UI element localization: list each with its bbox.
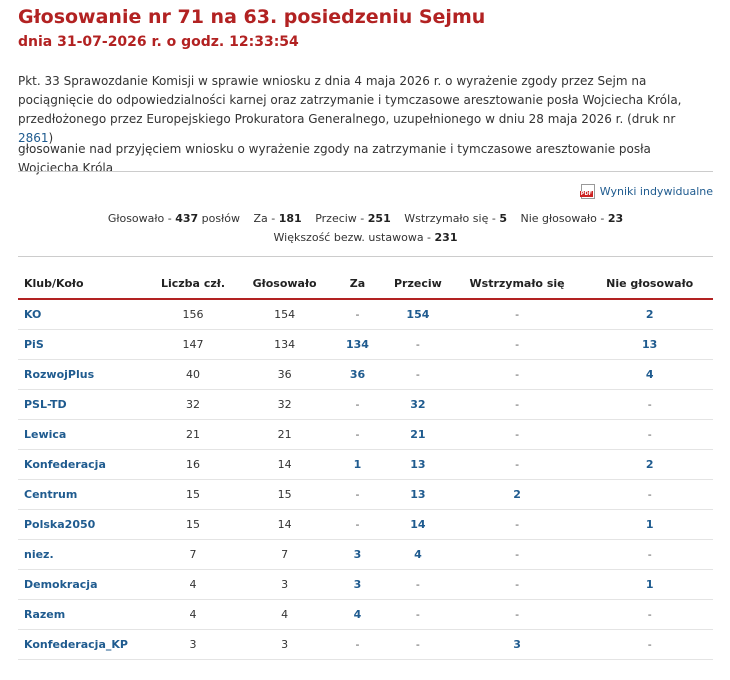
vote-count-link[interactable]: 4 <box>645 368 654 381</box>
empty-value: - <box>515 398 520 411</box>
vote-count-link[interactable]: 3 <box>513 638 521 651</box>
cell-members: 7 <box>144 540 243 570</box>
club-link[interactable]: PiS <box>24 338 44 351</box>
empty-value: - <box>515 338 520 351</box>
cell-club <box>18 480 144 510</box>
cell-against <box>388 480 448 510</box>
vote-count-link[interactable]: 13 <box>410 458 426 471</box>
cell-for <box>327 540 388 570</box>
table-row <box>18 600 713 630</box>
cell-not-voted <box>586 420 713 450</box>
cell-abstain <box>448 360 587 390</box>
empty-value: - <box>515 368 520 381</box>
table-row <box>18 540 713 570</box>
club-link[interactable]: PSL-TD <box>24 398 67 411</box>
cell-members: 15 <box>144 510 243 540</box>
cell-for <box>327 330 388 360</box>
club-link[interactable]: Demokracja <box>24 578 98 591</box>
cell-not-voted <box>586 299 713 330</box>
cell-abstain <box>448 450 587 480</box>
table-row <box>18 299 713 330</box>
summary-line-2 <box>18 228 713 247</box>
vote-count-link[interactable]: 4 <box>353 608 362 621</box>
club-link[interactable]: Razem <box>24 608 66 621</box>
club-link[interactable]: Polska2050 <box>24 518 96 531</box>
cell-voted: 14 <box>242 510 327 540</box>
cell-abstain <box>448 299 587 330</box>
cell-not-voted <box>586 510 713 540</box>
vote-count-link[interactable]: 2 <box>645 458 654 471</box>
cell-against <box>388 570 448 600</box>
cell-for <box>327 390 388 420</box>
vote-count-link[interactable]: 134 <box>345 338 369 351</box>
table-row <box>18 360 713 390</box>
empty-value: - <box>515 458 520 471</box>
empty-value: - <box>647 608 652 621</box>
cell-members: 156 <box>144 299 243 330</box>
empty-value: - <box>515 308 520 321</box>
empty-value: - <box>647 398 652 411</box>
cell-against <box>388 600 448 630</box>
cell-voted: 15 <box>242 480 327 510</box>
cell-club <box>18 360 144 390</box>
cell-club <box>18 390 144 420</box>
agenda-text: Pkt. 33 Sprawozdanie Komisji w sprawie wniosku z dnia 4 maja 2026 r. o wyrażenie zgody przez Sejm na pociągnięcie do odpowiedzialności karnej oraz zatrzymanie i tymczasowe aresztowanie posła Wojciecha Króla, przedłożonego przez Europejskiego Prokuratora Generalnego, uzupełnionego w dniu 28 maja 2026 r. (druk nr <box>18 74 682 126</box>
cell-abstain <box>448 600 587 630</box>
cell-abstain <box>448 630 587 660</box>
summary-line-1 <box>18 209 713 228</box>
table-row <box>18 390 713 420</box>
vote-count-link[interactable]: 32 <box>410 398 426 411</box>
vote-summary <box>18 209 713 247</box>
cell-for <box>327 570 388 600</box>
cell-not-voted <box>586 450 713 480</box>
table-row <box>18 480 713 510</box>
agenda-description <box>18 72 713 148</box>
cell-against <box>388 540 448 570</box>
against-value: 251 <box>367 212 391 225</box>
cell-club <box>18 450 144 480</box>
cell-club <box>18 510 144 540</box>
cell-for <box>327 420 388 450</box>
cell-abstain <box>448 510 587 540</box>
vote-subject: głosowanie nad przyjęciem wniosku o wyrażenie zgody na zatrzymanie i tymczasowe aresztowanie posła Wojciecha Króla <box>18 142 651 175</box>
cell-club <box>18 330 144 360</box>
cell-members: 40 <box>144 360 243 390</box>
cell-club <box>18 570 144 600</box>
cell-for <box>327 600 388 630</box>
empty-value: - <box>415 578 420 591</box>
empty-value: - <box>355 518 360 531</box>
vote-count-link[interactable]: 21 <box>410 428 426 441</box>
vote-count-link[interactable]: 1 <box>353 458 362 471</box>
not-voted-label: Nie głosowało - <box>520 212 608 225</box>
empty-value: - <box>415 638 420 651</box>
header-club: Klub/Koło <box>18 269 144 299</box>
cell-voted: 4 <box>242 600 327 630</box>
cell-club <box>18 630 144 660</box>
cell-against <box>388 510 448 540</box>
club-link[interactable]: KO <box>24 308 42 321</box>
header-not-voted: Nie głosowało <box>586 269 713 299</box>
cell-club <box>18 540 144 570</box>
cell-not-voted <box>586 330 713 360</box>
cell-for <box>327 360 388 390</box>
cell-members: 4 <box>144 570 243 600</box>
table-row <box>18 510 713 540</box>
cell-members: 16 <box>144 450 243 480</box>
header-members: Liczba czł. <box>144 269 243 299</box>
divider <box>18 256 713 257</box>
empty-value: - <box>355 488 360 501</box>
cell-club <box>18 299 144 330</box>
not-voted-value: 23 <box>607 212 624 225</box>
cell-against <box>388 630 448 660</box>
cell-members: 15 <box>144 480 243 510</box>
voted-suffix: posłów <box>198 212 240 225</box>
abstain-label: Wstrzymało się - <box>404 212 500 225</box>
voted-label: Głosowało - <box>107 212 176 225</box>
cell-against <box>388 450 448 480</box>
header-for: Za <box>327 269 388 299</box>
cell-against <box>388 299 448 330</box>
empty-value: - <box>647 488 652 501</box>
cell-not-voted <box>586 360 713 390</box>
cell-abstain <box>448 330 587 360</box>
vote-count-link[interactable]: 2 <box>513 488 521 501</box>
abstain-value: 5 <box>499 212 507 225</box>
majority-value: 231 <box>434 231 458 244</box>
cell-not-voted <box>586 540 713 570</box>
divider <box>18 171 713 172</box>
pdf-icon: PDF <box>581 184 595 199</box>
cell-voted: 3 <box>242 630 327 660</box>
club-link[interactable]: Konfederacja <box>24 458 106 471</box>
cell-not-voted <box>586 390 713 420</box>
for-label: Za - <box>253 212 279 225</box>
cell-club <box>18 600 144 630</box>
cell-for <box>327 299 388 330</box>
cell-abstain <box>448 540 587 570</box>
vote-count-link[interactable]: 3 <box>353 548 362 561</box>
club-link[interactable]: RozwojPlus <box>24 368 95 381</box>
empty-value: - <box>515 518 520 531</box>
club-link[interactable]: Lewica <box>24 428 67 441</box>
cell-against <box>388 420 448 450</box>
cell-voted: 154 <box>242 299 327 330</box>
cell-for <box>327 510 388 540</box>
empty-value: - <box>415 368 420 381</box>
club-link[interactable]: Konfederacja_KP <box>24 638 128 651</box>
vote-count-link[interactable]: 1 <box>645 578 654 591</box>
table-row <box>18 330 713 360</box>
cell-not-voted <box>586 480 713 510</box>
against-label: Przeciw - <box>315 212 368 225</box>
cell-members: 3 <box>144 630 243 660</box>
cell-members: 32 <box>144 390 243 420</box>
agenda-text-end: ) <box>48 131 54 145</box>
empty-value: - <box>515 578 520 591</box>
cell-abstain <box>448 420 587 450</box>
empty-value: - <box>355 398 360 411</box>
cell-not-voted <box>586 600 713 630</box>
cell-voted: 14 <box>242 450 327 480</box>
cell-voted: 32 <box>242 390 327 420</box>
empty-value: - <box>515 548 520 561</box>
page-title: Głosowanie nr 71 na 63. posiedzeniu Sejmu <box>18 6 486 28</box>
vote-count-link[interactable]: 13 <box>410 488 426 501</box>
cell-voted: 3 <box>242 570 327 600</box>
cell-members: 4 <box>144 600 243 630</box>
table-row <box>18 570 713 600</box>
empty-value: - <box>355 638 360 651</box>
individual-results-link[interactable] <box>581 184 713 199</box>
vote-count-link[interactable]: 1 <box>645 518 654 531</box>
vote-count-link[interactable]: 36 <box>349 368 366 381</box>
cell-voted: 36 <box>242 360 327 390</box>
empty-value: - <box>515 608 520 621</box>
cell-against <box>388 360 448 390</box>
empty-value: - <box>355 428 360 441</box>
vote-datetime: dnia 31-07-2026 r. o godz. 12:33:54 <box>18 34 299 50</box>
cell-for <box>327 480 388 510</box>
empty-value: - <box>647 638 652 651</box>
header-against: Przeciw <box>388 269 448 299</box>
table-header-row <box>18 269 713 299</box>
header-abstain: Wstrzymało się <box>448 269 587 299</box>
cell-against <box>388 390 448 420</box>
voted-value: 437 <box>175 212 199 225</box>
cell-club <box>18 420 144 450</box>
cell-abstain <box>448 480 587 510</box>
empty-value: - <box>647 548 652 561</box>
cell-for <box>327 450 388 480</box>
empty-value: - <box>647 428 652 441</box>
header-voted: Głosowało <box>242 269 327 299</box>
print-number-link[interactable]: 2861 <box>18 131 49 145</box>
cell-abstain <box>448 570 587 600</box>
cell-not-voted <box>586 630 713 660</box>
cell-abstain <box>448 390 587 420</box>
table-row <box>18 630 713 660</box>
empty-value: - <box>415 338 420 351</box>
cell-against <box>388 330 448 360</box>
vote-count-link[interactable]: 3 <box>353 578 362 591</box>
table-row <box>18 420 713 450</box>
for-value: 181 <box>278 212 302 225</box>
cell-members: 21 <box>144 420 243 450</box>
vote-count-link[interactable]: 4 <box>414 548 422 561</box>
empty-value: - <box>415 608 420 621</box>
majority-label: Większość bezw. ustawowa - <box>273 231 435 244</box>
club-link[interactable]: niez. <box>24 548 54 561</box>
vote-count-link[interactable]: 154 <box>406 308 430 321</box>
empty-value: - <box>515 428 520 441</box>
club-link[interactable]: Centrum <box>24 488 78 501</box>
cell-members: 147 <box>144 330 243 360</box>
cell-voted: 21 <box>242 420 327 450</box>
cell-for <box>327 630 388 660</box>
table-row <box>18 450 713 480</box>
empty-value: - <box>355 308 360 321</box>
vote-count-link[interactable]: 13 <box>642 338 658 351</box>
results-table <box>18 269 713 660</box>
vote-count-link[interactable]: 14 <box>410 518 426 531</box>
individual-results-label[interactable]: Wyniki indywidualne <box>599 185 713 198</box>
cell-voted: 7 <box>242 540 327 570</box>
vote-count-link[interactable]: 2 <box>645 308 654 321</box>
cell-voted: 134 <box>242 330 327 360</box>
cell-not-voted <box>586 570 713 600</box>
